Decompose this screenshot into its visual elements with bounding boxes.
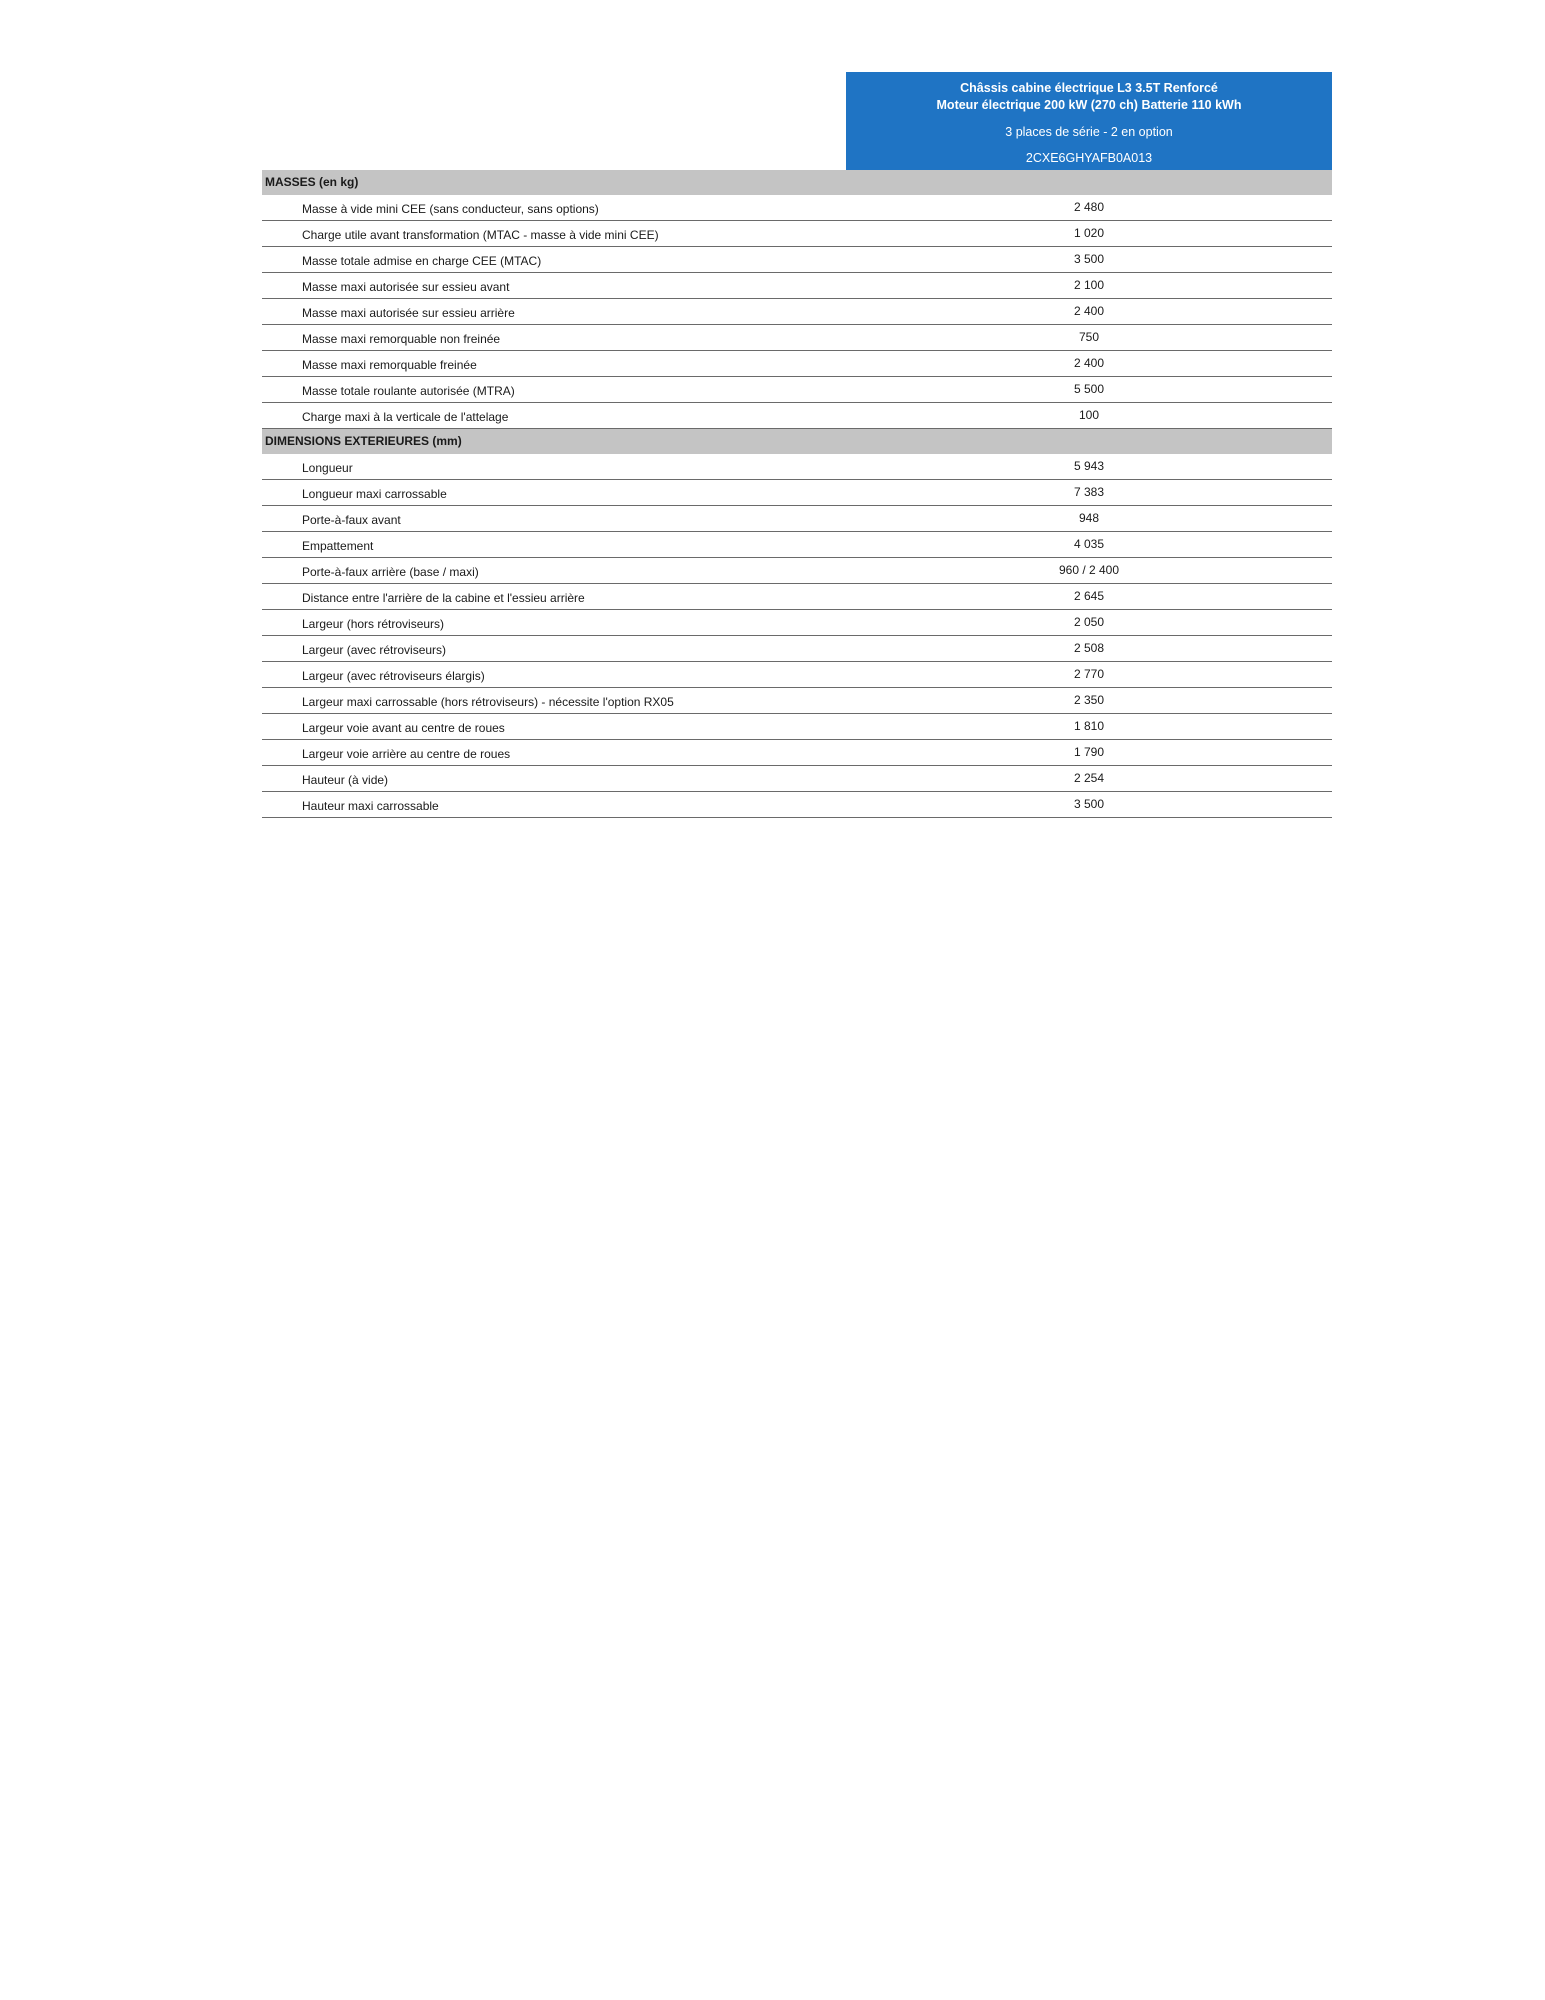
table-row bbox=[262, 454, 1332, 480]
row-value: 2 100 bbox=[1073, 278, 1105, 292]
row-label: Charge maxi à la verticale de l'attelage bbox=[302, 410, 509, 424]
table-row bbox=[262, 714, 1332, 740]
model-header bbox=[846, 72, 1332, 170]
row-label: Largeur voie avant au centre de roues bbox=[302, 721, 505, 735]
table-row bbox=[262, 688, 1332, 714]
row-value: 2 480 bbox=[1073, 200, 1105, 214]
row-value: 1 020 bbox=[1073, 226, 1105, 240]
row-label: Hauteur maxi carrossable bbox=[302, 799, 439, 813]
table-row bbox=[262, 247, 1332, 273]
row-label: Masse maxi remorquable freinée bbox=[302, 358, 477, 372]
table-row bbox=[262, 325, 1332, 351]
row-label: Longueur bbox=[302, 461, 353, 475]
row-label: Distance entre l'arrière de la cabine et l'essieu arrière bbox=[302, 591, 585, 605]
section-header: MASSES (en kg) bbox=[262, 170, 1332, 195]
model-title-line-1: Châssis cabine électrique L3 3.5T Renforcé bbox=[960, 81, 1218, 95]
row-value: 3 500 bbox=[1073, 797, 1105, 811]
table-row bbox=[262, 584, 1332, 610]
row-value: 100 bbox=[1078, 408, 1100, 422]
row-label: Masse maxi autorisée sur essieu arrière bbox=[302, 306, 515, 320]
row-value: 948 bbox=[1078, 511, 1100, 525]
row-value: 960 / 2 400 bbox=[1058, 563, 1120, 577]
row-label: Charge utile avant transformation (MTAC - masse à vide mini CEE) bbox=[302, 228, 659, 242]
row-value: 5 500 bbox=[1073, 382, 1105, 396]
row-value: 3 500 bbox=[1073, 252, 1105, 266]
table-row bbox=[262, 377, 1332, 403]
table-row bbox=[262, 558, 1332, 584]
row-value: 2 050 bbox=[1073, 615, 1105, 629]
section-header: DIMENSIONS EXTERIEURES (mm) bbox=[262, 429, 1332, 454]
table-row bbox=[262, 740, 1332, 766]
table-row bbox=[262, 195, 1332, 221]
row-value: 2 400 bbox=[1073, 356, 1105, 370]
row-value: 750 bbox=[1078, 330, 1100, 344]
row-label: Largeur maxi carrossable (hors rétroviseurs) - nécessite l'option RX05 bbox=[302, 695, 674, 709]
table-row bbox=[262, 532, 1332, 558]
table-row bbox=[262, 610, 1332, 636]
table-row bbox=[262, 351, 1332, 377]
row-value: 2 770 bbox=[1073, 667, 1105, 681]
table-row bbox=[262, 766, 1332, 792]
row-value: 2 254 bbox=[1073, 771, 1105, 785]
row-label: Empattement bbox=[302, 539, 374, 553]
row-label: Porte-à-faux avant bbox=[302, 513, 401, 527]
table-row bbox=[262, 662, 1332, 688]
row-label: Largeur (avec rétroviseurs) bbox=[302, 643, 447, 657]
model-title-line-2: Moteur électrique 200 kW (270 ch) Batterie 110 kWh bbox=[936, 98, 1242, 112]
table-row bbox=[262, 273, 1332, 299]
row-value: 2 350 bbox=[1073, 693, 1105, 707]
seats-info: 3 places de série - 2 en option bbox=[1005, 125, 1173, 139]
row-label: Masse à vide mini CEE (sans conducteur, sans options) bbox=[302, 202, 599, 216]
table-row bbox=[262, 480, 1332, 506]
table-row bbox=[262, 299, 1332, 325]
row-label: Masse totale admise en charge CEE (MTAC) bbox=[302, 254, 542, 268]
row-label: Largeur (hors rétroviseurs) bbox=[302, 617, 445, 631]
row-label: Hauteur (à vide) bbox=[302, 773, 389, 787]
row-value: 1 810 bbox=[1073, 719, 1105, 733]
spec-sheet bbox=[262, 72, 1332, 818]
row-value: 2 508 bbox=[1073, 641, 1105, 655]
row-label: Masse maxi remorquable non freinée bbox=[302, 332, 501, 346]
row-value: 2 645 bbox=[1073, 589, 1105, 603]
row-label: Porte-à-faux arrière (base / maxi) bbox=[302, 565, 479, 579]
row-value: 4 035 bbox=[1073, 537, 1105, 551]
row-label: Longueur maxi carrossable bbox=[302, 487, 447, 501]
table-row bbox=[262, 403, 1332, 429]
table-row bbox=[262, 221, 1332, 247]
row-value: 1 790 bbox=[1073, 745, 1105, 759]
row-label: Masse maxi autorisée sur essieu avant bbox=[302, 280, 510, 294]
row-label: Largeur (avec rétroviseurs élargis) bbox=[302, 669, 485, 683]
row-label: Masse totale roulante autorisée (MTRA) bbox=[302, 384, 515, 398]
model-code: 2CXE6GHYAFB0A013 bbox=[1025, 151, 1153, 165]
row-value: 2 400 bbox=[1073, 304, 1105, 318]
table-row bbox=[262, 792, 1332, 818]
row-label: Largeur voie arrière au centre de roues bbox=[302, 747, 511, 761]
row-value: 7 383 bbox=[1073, 485, 1105, 499]
table-row bbox=[262, 506, 1332, 532]
table-row bbox=[262, 636, 1332, 662]
row-value: 5 943 bbox=[1073, 459, 1105, 473]
spec-table bbox=[262, 170, 1332, 818]
